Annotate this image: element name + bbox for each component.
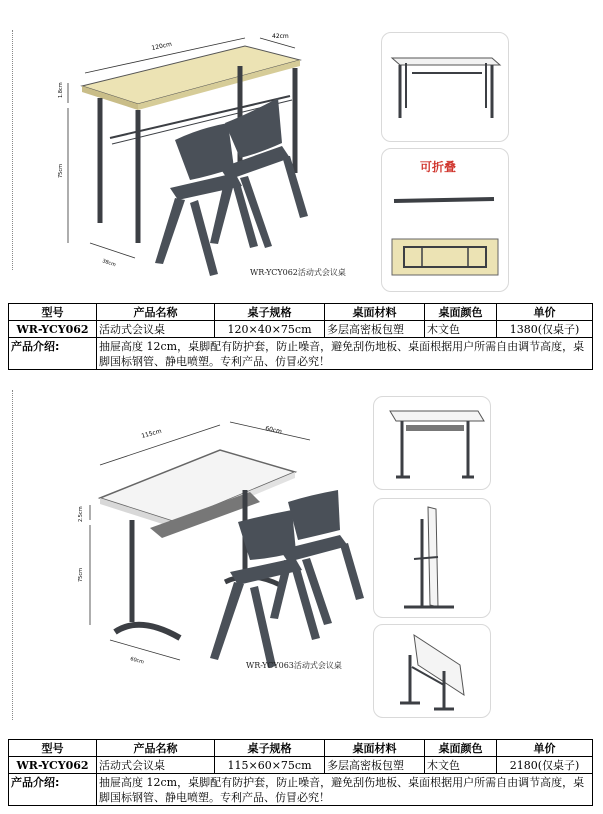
margin-ruler (12, 30, 16, 270)
margin-ruler (12, 390, 16, 720)
dim-foot: 60cm (129, 656, 145, 666)
product-image-ycy062 (50, 28, 360, 278)
dim-depth: 60cm (264, 425, 283, 436)
cell-model: WR-YCY062 (9, 321, 97, 338)
header-model: 型号 (9, 740, 97, 757)
intro-label: 产品介绍: (9, 774, 97, 806)
dim-length: 115cm (140, 427, 163, 440)
thumb-folded-view (373, 624, 491, 718)
intro-label: 产品介绍: (9, 338, 97, 370)
dim-height: 75cm (58, 164, 64, 178)
header-color: 桌面颜色 (425, 304, 497, 321)
table-header-row (9, 304, 593, 321)
dim-depth: 42cm (272, 33, 289, 40)
thumb-folded-views (381, 148, 509, 292)
header-spec: 桌子规格 (215, 740, 325, 757)
cell-product-name: 活动式会议桌 (97, 757, 215, 774)
cell-material: 多层高密板包塑 (325, 757, 425, 774)
cell-model: WR-YCY062 (9, 757, 97, 774)
cell-spec: 115×60×75cm (215, 757, 325, 774)
foldable-label: 可折叠 (420, 160, 457, 174)
dim-thickness: 1.8cm (58, 82, 64, 98)
table-row (9, 321, 593, 338)
intro-text: 抽屉高度 12cm，桌脚配有防护套，防止噪音，避免刮伤地板、桌面根据用户所需自由调节高度，桌脚国标钢管、静电喷塑。专利产品、仿冒必究！ (97, 338, 593, 370)
intro-row (9, 338, 593, 370)
header-material: 桌面材料 (325, 304, 425, 321)
dim-foot: 38cm (101, 258, 117, 269)
caption-ycy063: WR-YCY063活动式会议桌 (246, 661, 342, 670)
cell-product-name: 活动式会议桌 (97, 321, 215, 338)
header-spec: 桌子规格 (215, 304, 325, 321)
spec-table-ycy063 (8, 739, 593, 806)
cell-price: 2180(仅桌子) (497, 757, 593, 774)
table-header-row (9, 740, 593, 757)
cell-material: 多层高密板包塑 (325, 321, 425, 338)
product-section-2 (0, 380, 603, 814)
header-price: 单价 (497, 740, 593, 757)
spec-table-ycy062 (8, 303, 593, 370)
header-product-name: 产品名称 (97, 740, 215, 757)
thumb-front-view (373, 396, 491, 490)
table-row (9, 757, 593, 774)
dim-height: 75cm (78, 568, 84, 582)
header-color: 桌面颜色 (425, 740, 497, 757)
dim-length: 120cm (150, 40, 173, 52)
product-image-ycy063 (70, 410, 370, 678)
caption-ycy062: WR-YCY062活动式会议桌 (250, 268, 346, 277)
intro-row (9, 774, 593, 806)
cell-color: 木文色 (425, 757, 497, 774)
cell-price: 1380(仅桌子) (497, 321, 593, 338)
intro-text: 抽屉高度 12cm，桌脚配有防护套，防止噪音，避免刮伤地板、桌面根据用户所需自由调节高度，桌脚国标钢管、静电喷塑。专利产品、仿冒必究！ (97, 774, 593, 806)
product-section-1 (0, 0, 603, 380)
dim-thickness: 2.5cm (78, 506, 84, 522)
header-price: 单价 (497, 304, 593, 321)
cell-color: 木文色 (425, 321, 497, 338)
thumb-front-view (381, 32, 509, 142)
header-material: 桌面材料 (325, 740, 425, 757)
header-model: 型号 (9, 304, 97, 321)
thumb-tilted-view (373, 498, 491, 618)
header-product-name: 产品名称 (97, 304, 215, 321)
cell-spec: 120×40×75cm (215, 321, 325, 338)
